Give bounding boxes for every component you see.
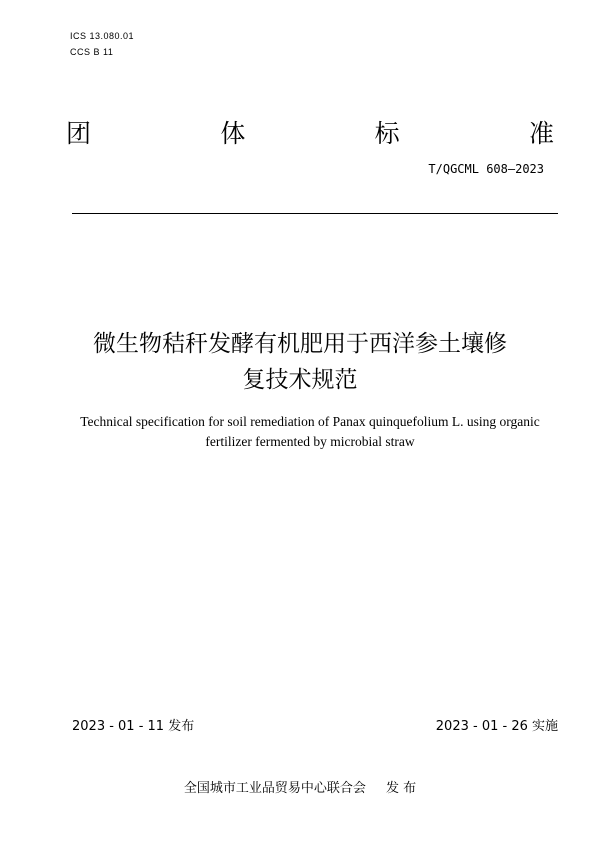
english-title: [40, 412, 580, 452]
publisher-name: 全国城市工业品贸易中心联合会: [183, 781, 366, 796]
ccs-code: CCS B 11: [70, 47, 114, 57]
publisher: [0, 777, 600, 796]
english-title-line: Technical specification for soil remediation of Panax quinquefolium L. using organic: [80, 414, 540, 429]
chinese-title-line: 微生物秸秆发酵有机肥用于西洋参土壤修: [93, 331, 507, 357]
standard-number: T/QGCML 608—2023: [428, 162, 544, 176]
heading-char: 团: [66, 119, 92, 148]
heading-char: 标: [374, 119, 400, 148]
heading-char: 体: [220, 119, 246, 148]
chinese-title: [0, 326, 600, 398]
classification-codes: [70, 28, 134, 60]
document-type-heading: [66, 114, 554, 150]
effective-date: 2023 - 01 - 26 实施: [435, 719, 558, 734]
english-title-line: fertilizer fermented by microbial straw: [205, 434, 415, 449]
publish-action: 发 布: [386, 781, 417, 796]
chinese-title-line: 复技术规范: [242, 367, 358, 393]
heading-char: 准: [528, 119, 554, 148]
divider: [72, 213, 558, 214]
issue-date: 2023 - 01 - 11 发布: [72, 719, 195, 734]
ics-code: ICS 13.080.01: [70, 31, 135, 41]
